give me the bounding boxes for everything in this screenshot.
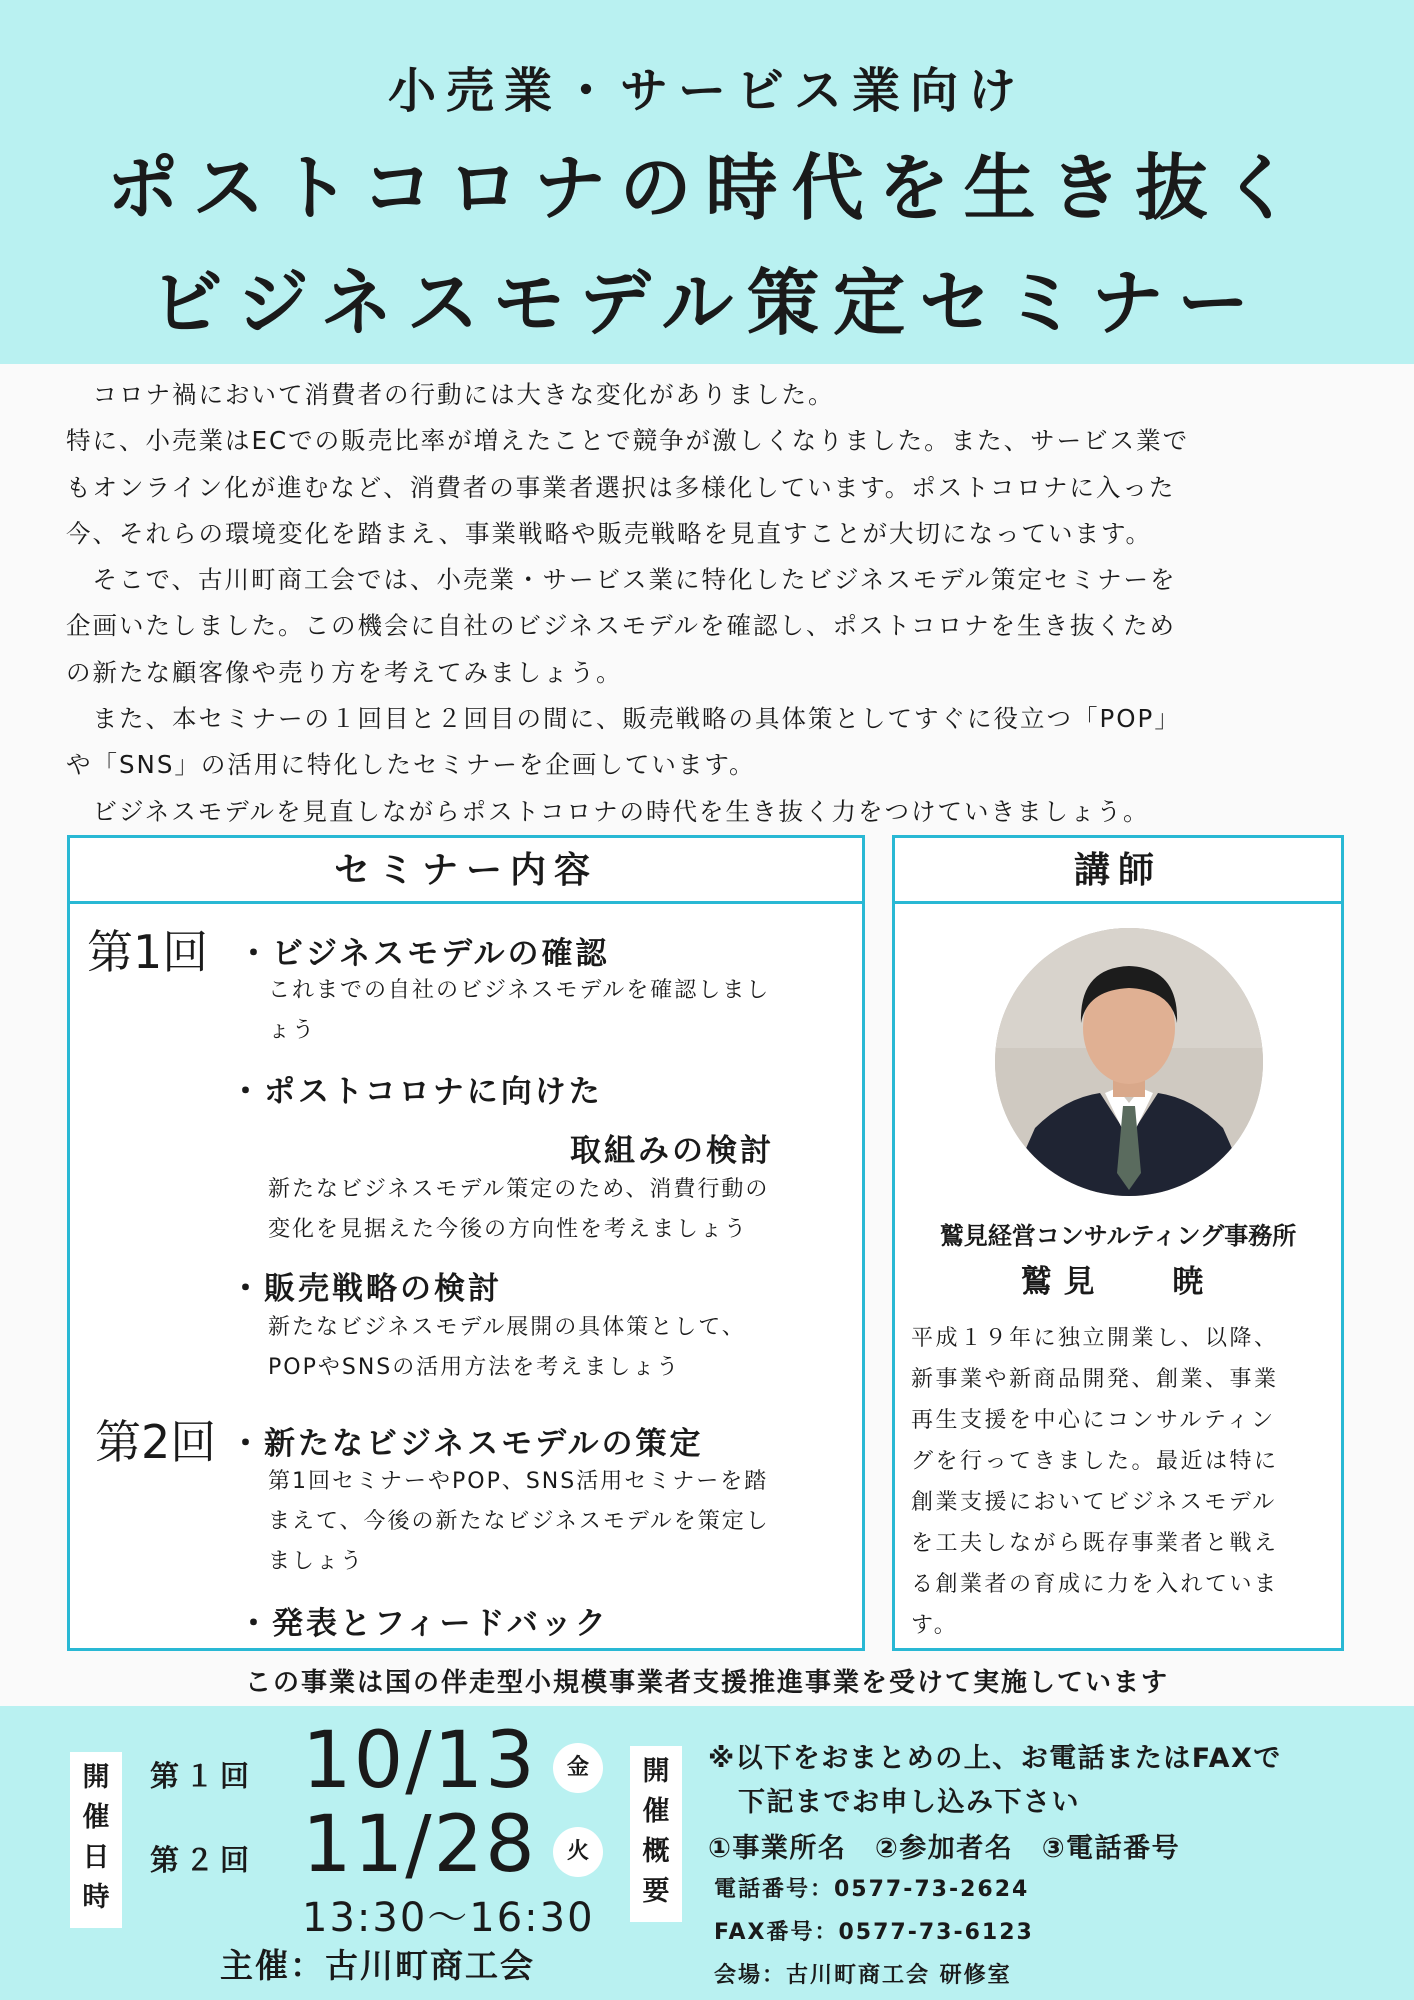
host: 主催：古川町商工会 [220,1946,535,1985]
intro-line: そこで、古川町商工会では、小売業・サービス業に特化したビジネスモデル策定セミナーを [66,565,1177,595]
item3-desc-b: POPやSNSの活用方法を考えましょう [268,1355,681,1380]
apply-instructions-line1: ※以下をおまとめの上、お電話またはFAXで [708,1743,1282,1774]
item4-desc-c: ましょう [268,1549,365,1574]
bio-line: を工夫しながら既存事業者と戦え [911,1531,1279,1556]
intro-line: や「SNS」の活用に特化したセミナーを企画しています。 [66,750,756,780]
item2-desc-a: 新たなビジネスモデル策定のため、消費行動の [268,1177,770,1202]
round1-footer-label: 第１回 [150,1759,256,1793]
bio-line: 創業支援においてビジネスモデル [911,1490,1277,1515]
item4-title: ・新たなビジネスモデルの策定 [230,1426,704,1462]
date1: 10/13 [302,1716,537,1806]
intro-line: 特に、小売業はECでの販売比率が増えたことで競争が激しくなりました。また、サービス業で [66,426,1190,456]
bio-line: す。 [911,1613,959,1638]
intro-line: また、本セミナーの１回目と２回目の間に、販売戦略の具体策としてすぐに役立つ「POP」 [66,704,1181,734]
seminar-heading: セミナー内容 [70,838,862,904]
item4-desc-a: 第1回セミナーやPOP、SNS活用セミナーを踏 [268,1469,769,1494]
item1-desc-a: これまでの自社のビジネスモデルを確認しまし [268,978,771,1003]
date2: 11/28 [302,1800,537,1890]
lecturer-box [892,835,1344,1651]
item4-desc-b: まえて、今後の新たなビジネスモデルを策定し [268,1509,770,1534]
header-title-line1: ポストコロナの時代を生き抜く [106,146,1308,230]
footer-info [0,1706,1414,2000]
intro-line: 今、それらの環境変化を踏まえ、事業戦略や販売戦略を見直すことが大切になっています。 [66,518,1153,548]
phone-number[interactable]: 電話番号：0577-73-2624 [714,1877,1030,1902]
lecturer-photo [995,928,1263,1196]
time-range: 13:30〜16:30 [302,1895,595,1941]
item5-title: ・発表とフィードバック [238,1606,609,1642]
bio-line: 新事業や新商品開発、創業、事業 [911,1367,1279,1392]
bio-line: る創業者の育成に力を入れていま [911,1572,1279,1597]
seminar-content-box [67,835,865,1651]
round2-footer-label: 第２回 [150,1843,256,1877]
day1-badge: 金 [553,1743,603,1793]
item3-title: ・販売戦略の検討 [230,1271,502,1307]
round1-label: 第1回 [87,925,209,979]
venue: 会場：古川町商工会 研修室 [714,1963,1012,1988]
bio-line: グを行ってきました。最近は特に [911,1449,1279,1474]
lecturer-organization: 鷲見経営コンサルティング事務所 [939,1222,1297,1250]
item2-title-a: ・ポストコロナに向けた [230,1074,603,1110]
item2-desc-b: 変化を見据えた今後の方向性を考えましょう [268,1217,749,1242]
item1-title: ・ビジネスモデルの確認 [238,936,610,972]
intro-line: コロナ禍において消費者の行動には大きな変化がありました。 [66,380,835,409]
portrait-image [995,928,1263,1196]
header-subtitle: 小売業・サービス業向け [387,63,1026,119]
intro-line: の新たな顧客像や売り方を考えてみましょう。 [66,657,623,687]
intro-text [66,372,1356,835]
fax-number: FAX番号：0577-73-6123 [714,1920,1034,1945]
dates-label: 開 催 日 時 [70,1752,122,1928]
summary-label: 開 催 概 要 [630,1746,682,1922]
item2-title-b: 取組みの検討 [570,1133,774,1169]
intro-line: ビジネスモデルを見直しながらポストコロナの時代を生き抜く力をつけていきましょう。 [66,796,1150,826]
apply-instructions-line2: 下記までお申し込み下さい [738,1787,1080,1818]
item1-desc-b: ょう [268,1018,317,1043]
bio-line: 平成１９年に独立開業し、以降、 [911,1326,1279,1351]
day2-badge: 火 [553,1827,603,1877]
intro-line: 企画いたしました。この機会に自社のビジネスモデルを確認し、ポストコロナを生き抜くため [66,611,1177,641]
round2-label: 第2回 [95,1415,217,1469]
lecturer-bio [911,1318,1331,1646]
item3-desc-a: 新たなビジネスモデル展開の具体策として、 [268,1315,746,1340]
intro-line: もオンライン化が進むなど、消費者の事業者選択は多様化しています。ポストコロナに入った [66,472,1176,502]
header-banner [0,0,1414,364]
funding-notice: この事業は国の伴走型小規模事業者支援推進事業を受けて実施しています [244,1668,1169,1698]
lecturer-heading: 講師 [895,838,1341,904]
required-items: ①事業所名 ②参加者名 ③電話番号 [708,1833,1181,1864]
bio-line: 再生支援を中心にコンサルティン [911,1408,1276,1433]
lecturer-name: 鷲見 暁 [1020,1264,1216,1300]
header-title-line2: ビジネスモデル策定セミナー [150,261,1264,345]
